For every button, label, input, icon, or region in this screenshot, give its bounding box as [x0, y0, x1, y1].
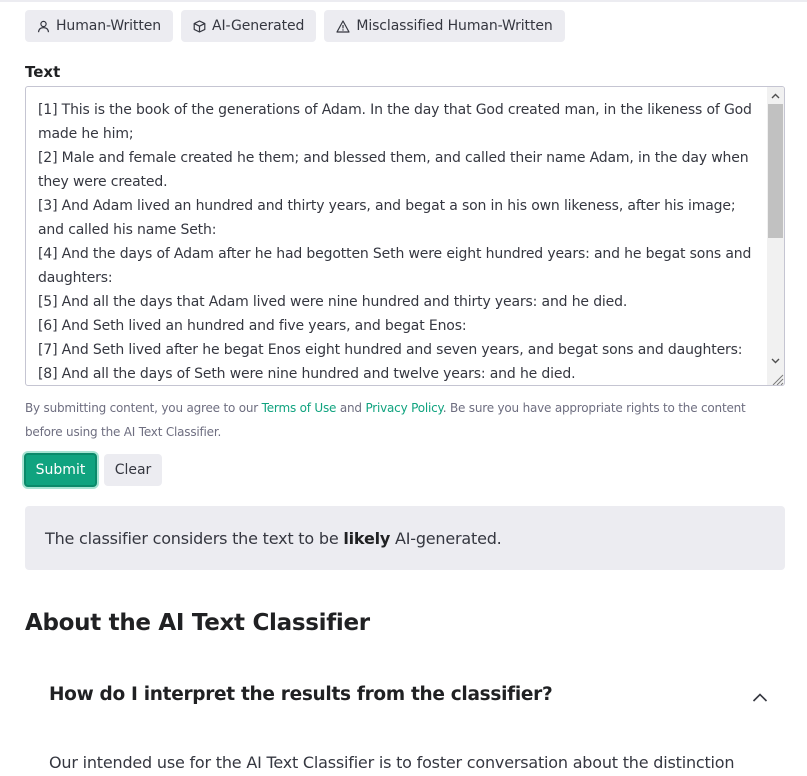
faq-answer: Our intended use for the AI Text Classifier is to foster conversation about the distinction: [49, 753, 735, 772]
text-input-content[interactable]: [38, 98, 760, 386]
vertical-scrollbar[interactable]: [767, 87, 784, 385]
about-heading: About the AI Text Classifier: [25, 610, 370, 636]
classification-result: [25, 506, 785, 570]
clear-button[interactable]: Clear: [104, 454, 162, 486]
text-input[interactable]: [25, 86, 785, 386]
text-line: [1] This is the book of the generations of Adam. In the day that God created man, in the likeness of God made he him;: [38, 102, 752, 142]
text-line: [2] Male and female created he them; and blessed them, and called their name Adam, in the day when they were created.: [38, 150, 749, 190]
person-icon: [37, 20, 50, 33]
text-line: [8] And all the days of Seth were nine hundred and twelve years: and he died.: [38, 366, 576, 382]
top-divider: [0, 0, 807, 2]
sample-misclassified-button[interactable]: [324, 10, 564, 42]
disclaimer-middle: and: [336, 401, 366, 415]
sample-ai-generated-button[interactable]: [181, 10, 316, 42]
scrollbar-thumb[interactable]: [768, 104, 783, 238]
terms-disclaimer: [25, 396, 785, 444]
sample-human-written-button[interactable]: [25, 10, 173, 42]
result-prefix: The classifier considers the text to be: [45, 528, 344, 548]
sample-buttons: [25, 10, 565, 42]
resize-handle-icon[interactable]: [770, 371, 784, 385]
scroll-up-arrow-icon[interactable]: [767, 87, 784, 104]
chip-label: AI-Generated: [212, 18, 305, 34]
chip-label: Human-Written: [56, 18, 161, 34]
text-line: [6] And Seth lived an hundred and five years, and begat Enos:: [38, 318, 467, 334]
disclaimer-prefix: By submitting content, you agree to our: [25, 401, 262, 415]
text-field-label: Text: [25, 63, 61, 81]
warning-icon: [336, 20, 350, 33]
submit-button[interactable]: Submit: [24, 453, 97, 487]
terms-of-use-link[interactable]: Terms of Use: [261, 401, 337, 415]
faq-question[interactable]: How do I interpret the results from the classifier?: [49, 684, 553, 705]
result-suffix: AI-generated.: [390, 528, 502, 548]
result-likelihood: likely: [343, 528, 391, 548]
text-line: [4] And the days of Adam after he had begotten Seth were eight hundred years: and he begat sons and daughters:: [38, 246, 752, 286]
disclaimer-suffix: . Be sure you have appropriate rights to the content before using the AI Text Classifier.: [25, 401, 746, 439]
text-line: [3] And Adam lived an hundred and thirty years, and begat a son in his own likeness, after his image; and called his name Seth:: [38, 198, 736, 238]
text-line: [5] And all the days that Adam lived were nine hundred and thirty years: and he died.: [38, 294, 628, 310]
privacy-policy-link[interactable]: Privacy Policy: [365, 401, 443, 415]
cube-icon: [193, 20, 206, 33]
text-line: [7] And Seth lived after he begat Enos eight hundred and seven years, and begat sons and daughters:: [38, 342, 743, 358]
chevron-up-icon[interactable]: [750, 688, 770, 708]
chip-label: Misclassified Human-Written: [356, 18, 553, 34]
scroll-down-arrow-icon[interactable]: [767, 352, 784, 369]
